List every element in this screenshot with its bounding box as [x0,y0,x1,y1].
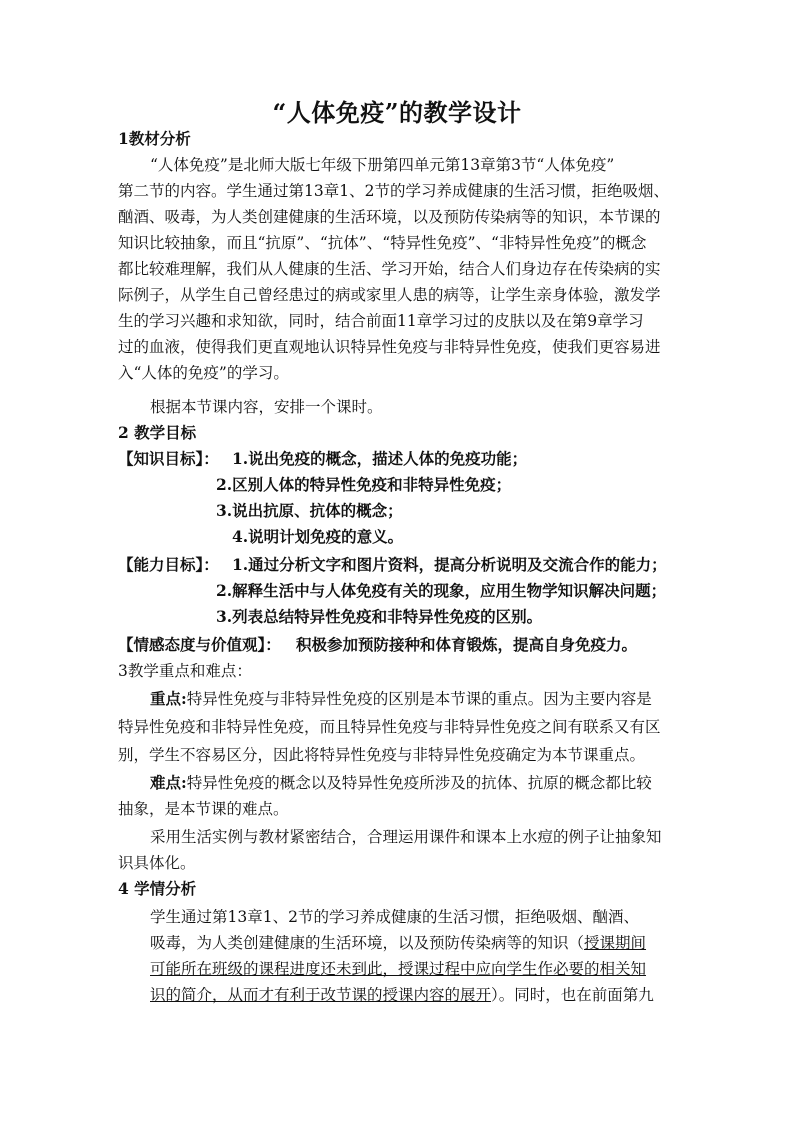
s1-line-7: 生的学习兴趣和求知欲，同时，结合前面11章学习过的皮肤以及在第9章学习 [118,312,644,330]
s4-line-4-underlined: 识的简介，从而才有利于改节课的授课内容的展开 [150,986,492,1004]
knowledge-item-3: 3.说出抗原、抗体的概念； [216,501,403,520]
key-point-line-3: 别，学生不容易区分，因此将特异性免疫与非特异性免疫确定为本节课重点。 [118,746,646,764]
attitude-text: 积极参加预防接种和体育锻炼，提高自身免疫力。 [296,635,638,654]
s1-line-8: 过的血液，使得我们更直观地认识特异性免疫与非特异性免疫，使我们更容易进 [118,338,661,356]
section-4-heading: 4 学情分析 [118,879,197,898]
method-line-2: 识具体化。 [118,854,196,872]
s4-line-4-text: ）。同时，也在前面第九 [491,986,654,1004]
s1-line-3: 酗酒、吸毒，为人类创建健康的生活环境，以及预防传染病等的知识，本节课的 [118,208,661,226]
key-point-text: 特异性免疫与非特异性免疫的区别是本节课的重点。因为主要内容是 [186,690,652,708]
knowledge-item-4: 4.说明计划免疫的意义。 [232,527,404,546]
difficult-point-line-1 [150,770,652,796]
key-point-label: 重点: [150,689,187,708]
ability-item-3: 3.列表总结特异性免疫和非特异性免疫的区别。 [216,607,543,626]
difficult-point-text: 特异性免疫的概念以及特异性免疫所涉及的抗体、抗原的概念都比较 [186,774,652,792]
section-2-heading: 2 教学目标 [118,423,197,442]
difficult-point-line-2: 抽象，是本节课的难点。 [118,800,289,818]
s1-note: 根据本节课内容，安排一个课时。 [150,398,383,416]
difficult-point-label: 难点: [150,773,187,792]
attitude-label: 【情感态度与价值观】： [118,635,281,654]
s1-line-6: 际例子，从学生自己曾经患过的病或家里人患的病等，让学生亲身体验，激发学 [118,286,661,304]
section-1-heading: 1教材分析 [118,129,191,148]
s4-line-3: 可能所在班级的课程进度还未到此，授课过程中应向学生作必要的相关知 [150,960,647,978]
key-point-line-2: 特异性免疫和非特异性免疫，而且特异性免疫与非特异性免疫之间有联系又有区 [118,718,661,736]
s4-line-2 [150,930,646,956]
section-3-heading: 3教学重点和难点： [118,662,252,680]
s1-line-5: 都比较难理解，我们从人健康的生活、学习开始，结合人们身边存在传染病的实 [118,260,661,278]
s1-line-1: “人体免疫”是北师大版七年级下册第四单元第13章第3节“人体免疫” [150,156,615,174]
s4-line-1: 学生通过第13章1、2节的学习养成健康的生活习惯，拒绝吸烟、酗酒、 [150,908,639,926]
s4-line-2-text: 吸毒，为人类创建健康的生活环境，以及预防传染病等的知识（ [150,934,585,952]
ability-item-2: 2.解释生活中与人体免疫有关的现象，应用生物学知识解决问题； [216,581,667,600]
knowledge-item-1: 1.说出免疫的概念，描述人体的免疫功能； [232,449,528,468]
knowledge-label: 【知识目标】： [118,449,219,468]
s1-line-2: 第二节的内容。学生通过第13章1、2节的学习养成健康的生活习惯，拒绝吸烟、 [118,182,669,200]
document-title: “人体免疫”的教学设计 [272,98,522,127]
s1-line-4: 知识比较抽象，而且“抗原”、“抗体”、“特异性免疫”、“非特异性免疫”的概念 [118,234,647,252]
ability-item-1: 1.通过分析文字和图片资料，提高分析说明及交流合作的能力； [232,555,667,574]
knowledge-item-2: 2.区别人体的特异性免疫和非特异性免疫； [216,475,512,494]
s1-line-9: 入“人体的免疫”的学习。 [118,364,289,382]
method-line-1: 采用生活实例与教材紧密结合，合理运用课件和课本上水痘的例子让抽象知 [150,828,662,846]
s4-line-2-underlined: 授课期间 [584,934,647,952]
ability-label: 【能力目标】： [118,555,219,574]
key-point-line-1 [150,686,652,712]
s4-line-4 [150,982,654,1008]
